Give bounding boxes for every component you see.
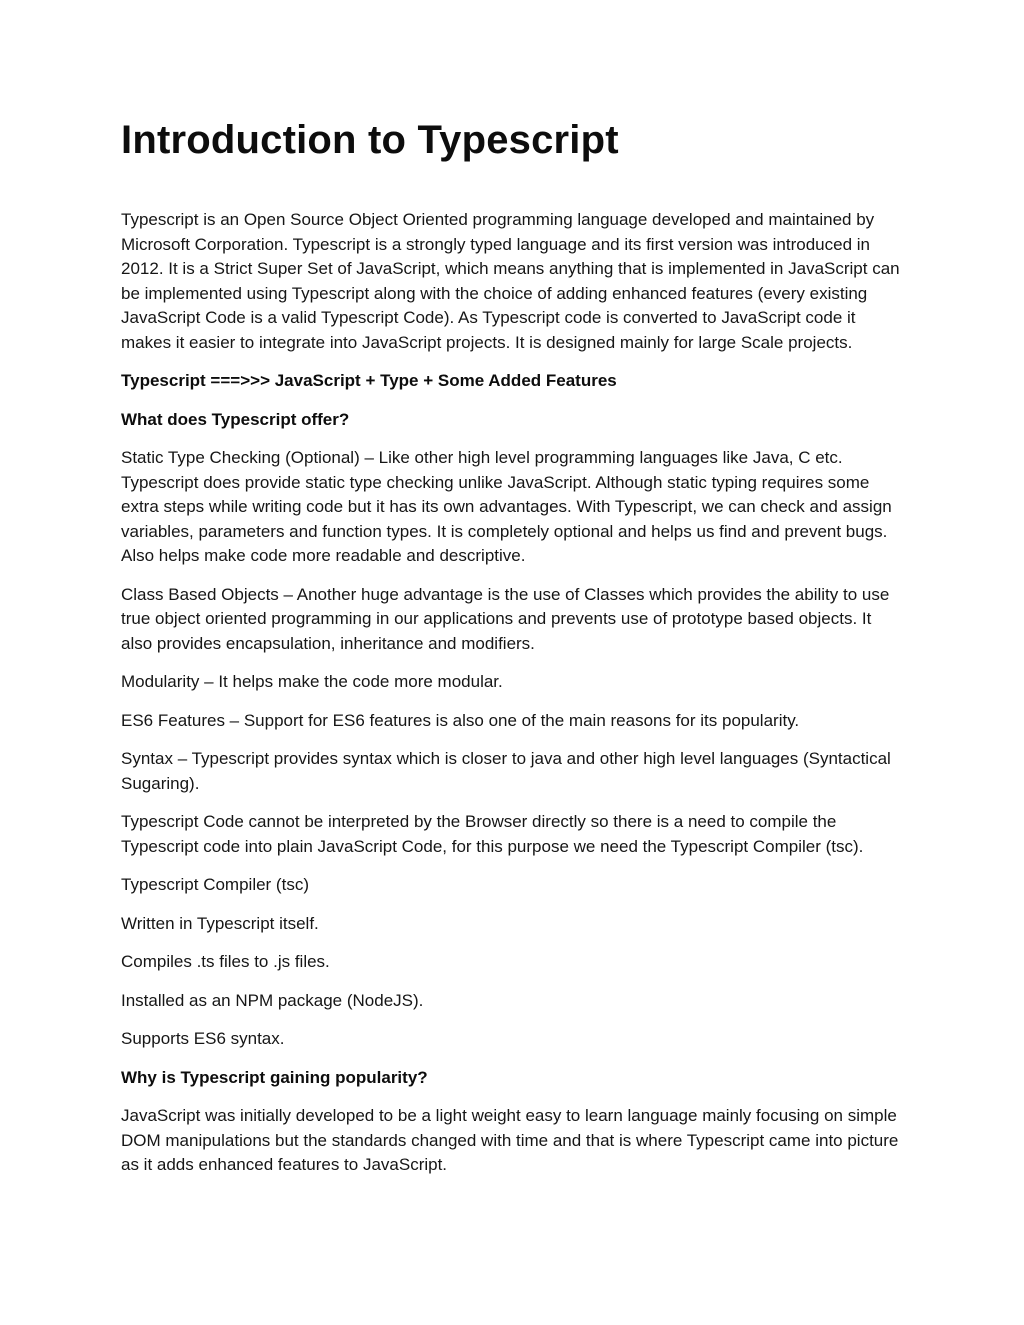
heading-what-does-typescript-offer: What does Typescript offer? xyxy=(121,409,350,429)
paragraph-class-based-objects: Class Based Objects – Another huge advantage is the use of Classes which provides the ability to use true object oriented programming in our applications and prevents use of prototype based objects. It also provides encapsulation, inheritance and modifiers. xyxy=(121,584,890,653)
paragraph-written-in-typescript: Written in Typescript itself. xyxy=(121,913,319,933)
paragraph-supports-es6: Supports ES6 syntax. xyxy=(121,1029,285,1048)
paragraph-modularity: Modularity – It helps make the code more modular. xyxy=(121,672,503,691)
paragraph-es6-features: ES6 Features – Support for ES6 features is also one of the main reasons for its popularity. xyxy=(121,710,800,730)
page-title: Introduction to Typescript xyxy=(121,118,619,162)
paragraph-static-type-checking: Static Type Checking (Optional) – Like other high level programming languages like Java, C etc. Typescript does provide static type checking unlike JavaScript. Although static typing requires some extra steps while writing code but it has its own advantages. With Typescript, we can check and assign variables, parameters and function types. It is completely optional and helps us find and prevent bugs. Also helps make code more readable and descriptive. xyxy=(121,448,892,565)
paragraph-syntax: Syntax – Typescript provides syntax which is closer to java and other high level languages (Syntactical Sugaring). xyxy=(121,749,891,793)
heading-why-typescript-gaining-popularity: Why is Typescript gaining popularity? xyxy=(121,1067,428,1087)
heading-typescript-equation: Typescript ===>>> JavaScript + Type + Some Added Features xyxy=(121,371,617,390)
paragraph-intro: Typescript is an Open Source Object Oriented programming language developed and maintained by Microsoft Corporation. Typescript is a strongly typed language and its first version was introduced in 2012. It is a Strict Super Set of JavaScript, which means anything that is implemented in JavaScript can be implemented using Typescript along with the choice of adding enhanced features (every existing JavaScript Code is a valid Typescript Code). As Typescript code is converted to JavaScript code it makes it easier to integrate into JavaScript projects. It is designed mainly for large Scale projects. xyxy=(121,210,900,352)
paragraph-npm-package: Installed as an NPM package (NodeJS). xyxy=(121,990,424,1010)
paragraph-compiles-ts-to-js: Compiles .ts files to .js files. xyxy=(121,952,330,971)
paragraph-javascript-history: JavaScript was initially developed to be a light weight easy to learn language mainly focusing on simple DOM manipulations but the standards changed with time and that is where Typescript came into picture as it adds enhanced features to JavaScript. xyxy=(121,1106,899,1174)
paragraph-typescript-compiler: Typescript Compiler (tsc) xyxy=(121,875,309,894)
paragraph-compile-need: Typescript Code cannot be interpreted by the Browser directly so there is a need to compile the Typescript code into plain JavaScript Code, for this purpose we need the Typescript Compiler (tsc). xyxy=(121,812,864,856)
